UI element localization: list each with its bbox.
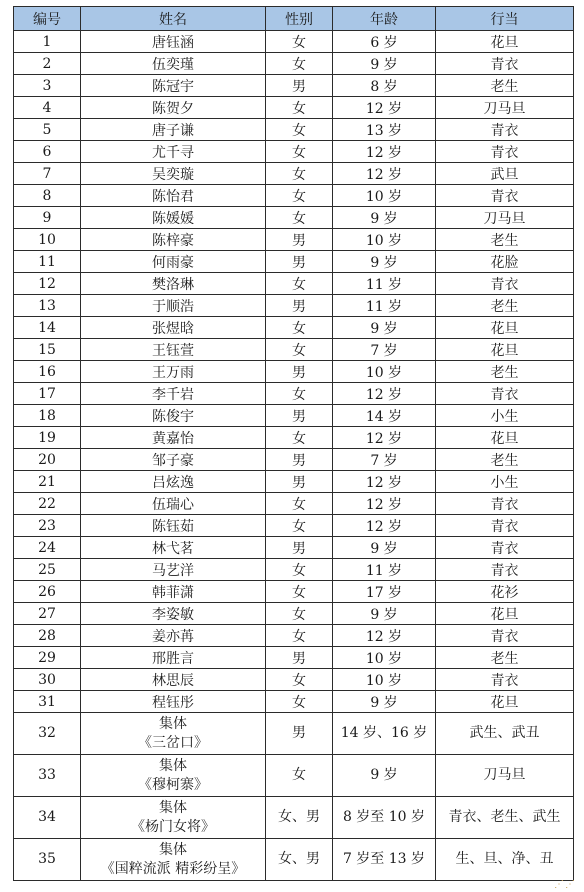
cell-role: 青衣 (436, 273, 574, 295)
cell-name (81, 797, 266, 839)
cell-name: 陈冠宇 (81, 75, 266, 97)
cell-gender: 女 (266, 691, 333, 713)
cell-name (81, 713, 266, 755)
cell-name: 陈贺夕 (81, 97, 266, 119)
table-row (14, 163, 574, 185)
cell-age: 7 岁至 13 岁 (333, 839, 436, 881)
table-row (14, 449, 574, 471)
cell-gender: 女 (266, 185, 333, 207)
cell-name: 陈怡君 (81, 185, 266, 207)
table-row (14, 361, 574, 383)
cell-name: 林弋茗 (81, 537, 266, 559)
table-row-group (14, 839, 574, 881)
cell-number: 2 (14, 53, 81, 75)
cell-age: 9 岁 (333, 53, 436, 75)
cell-name: 王钰萱 (81, 339, 266, 361)
table-row (14, 383, 574, 405)
header-role: 行当 (436, 7, 574, 31)
cell-role: 刀马旦 (436, 755, 574, 797)
cell-age: 6 岁 (333, 31, 436, 53)
cell-name-line1: 集体 (159, 841, 187, 858)
cell-number: 15 (14, 339, 81, 361)
cell-age: 12 岁 (333, 471, 436, 493)
cell-number: 22 (14, 493, 81, 515)
cell-gender: 男 (266, 75, 333, 97)
table-body (14, 31, 574, 881)
cell-number: 14 (14, 317, 81, 339)
cell-role: 老生 (436, 449, 574, 471)
cell-name-line1: 集体 (159, 757, 187, 774)
table-row (14, 251, 574, 273)
cell-name: 何雨豪 (81, 251, 266, 273)
table-row (14, 493, 574, 515)
cell-number: 10 (14, 229, 81, 251)
cell-number: 33 (14, 755, 81, 797)
cell-gender: 女 (266, 339, 333, 361)
cell-name: 伍奕瑾 (81, 53, 266, 75)
cell-age: 13 岁 (333, 119, 436, 141)
header-gender: 性别 (266, 7, 333, 31)
cell-age: 7 岁 (333, 339, 436, 361)
cell-name: 陈钰茹 (81, 515, 266, 537)
cell-gender: 女 (266, 581, 333, 603)
cell-number: 16 (14, 361, 81, 383)
cell-age: 8 岁 (333, 75, 436, 97)
cell-gender: 男 (266, 361, 333, 383)
cell-number: 5 (14, 119, 81, 141)
cell-role: 青衣 (436, 119, 574, 141)
cell-number: 17 (14, 383, 81, 405)
cell-age: 17 岁 (333, 581, 436, 603)
cell-gender: 男 (266, 537, 333, 559)
cell-number: 20 (14, 449, 81, 471)
cell-role: 花旦 (436, 317, 574, 339)
cell-name-line2: 《杨门女将》 (131, 818, 215, 835)
cell-gender: 男 (266, 713, 333, 755)
cell-role: 青衣 (436, 669, 574, 691)
cell-name: 陈媛媛 (81, 207, 266, 229)
table-row (14, 229, 574, 251)
header-number: 编号 (14, 7, 81, 31)
header-name: 姓名 (81, 7, 266, 31)
decorative-dots: ⋰⋰ (554, 879, 576, 890)
cell-name: 程钰彤 (81, 691, 266, 713)
table-row (14, 669, 574, 691)
cell-name (81, 755, 266, 797)
cell-role: 老生 (436, 295, 574, 317)
cell-name: 李姿敏 (81, 603, 266, 625)
cell-role: 武旦 (436, 163, 574, 185)
cell-name: 王万雨 (81, 361, 266, 383)
cell-gender: 女、男 (266, 839, 333, 881)
cell-name: 于顺浩 (81, 295, 266, 317)
cell-gender: 女 (266, 53, 333, 75)
cell-name: 黄嘉怡 (81, 427, 266, 449)
cell-gender: 女 (266, 273, 333, 295)
cell-role: 花衫 (436, 581, 574, 603)
cell-age: 12 岁 (333, 427, 436, 449)
table-row-group (14, 713, 574, 755)
cell-age: 9 岁 (333, 755, 436, 797)
cell-number: 13 (14, 295, 81, 317)
table-row (14, 537, 574, 559)
cell-age: 14 岁、16 岁 (333, 713, 436, 755)
cell-age: 11 岁 (333, 273, 436, 295)
cell-number: 1 (14, 31, 81, 53)
cell-role: 老生 (436, 361, 574, 383)
cell-gender: 女 (266, 625, 333, 647)
cell-name-line1: 集体 (159, 715, 187, 732)
cell-role: 武生、武丑 (436, 713, 574, 755)
cell-role: 青衣 (436, 625, 574, 647)
cell-number: 32 (14, 713, 81, 755)
cell-number: 9 (14, 207, 81, 229)
cell-age: 12 岁 (333, 97, 436, 119)
cell-age: 9 岁 (333, 207, 436, 229)
cell-gender: 女 (266, 31, 333, 53)
cell-role: 小生 (436, 405, 574, 427)
cell-number: 31 (14, 691, 81, 713)
cell-gender: 男 (266, 251, 333, 273)
cell-role: 青衣 (436, 141, 574, 163)
cell-number: 29 (14, 647, 81, 669)
cell-role: 青衣 (436, 559, 574, 581)
cell-age: 7 岁 (333, 449, 436, 471)
cell-name: 吕炫逸 (81, 471, 266, 493)
cell-gender: 女 (266, 141, 333, 163)
cell-number: 7 (14, 163, 81, 185)
cell-gender: 男 (266, 295, 333, 317)
cell-role: 青衣 (436, 537, 574, 559)
cell-age: 12 岁 (333, 141, 436, 163)
cell-name: 樊洛琳 (81, 273, 266, 295)
cell-role: 刀马旦 (436, 207, 574, 229)
cell-number: 23 (14, 515, 81, 537)
cell-number: 21 (14, 471, 81, 493)
cell-number: 3 (14, 75, 81, 97)
participants-table (13, 6, 574, 881)
cell-name: 韩菲潇 (81, 581, 266, 603)
cell-age: 12 岁 (333, 493, 436, 515)
table-row (14, 317, 574, 339)
cell-role: 青衣 (436, 383, 574, 405)
cell-name-line2: 《穆柯寨》 (138, 776, 208, 793)
cell-name: 尤千寻 (81, 141, 266, 163)
cell-age: 11 岁 (333, 559, 436, 581)
cell-age: 9 岁 (333, 317, 436, 339)
cell-number: 11 (14, 251, 81, 273)
cell-name: 姜亦苒 (81, 625, 266, 647)
table-row (14, 405, 574, 427)
cell-role: 青衣 (436, 515, 574, 537)
cell-gender: 女 (266, 669, 333, 691)
cell-age: 9 岁 (333, 603, 436, 625)
cell-role: 花脸 (436, 251, 574, 273)
cell-gender: 女 (266, 427, 333, 449)
cell-name: 邢胜言 (81, 647, 266, 669)
cell-name: 伍瑞心 (81, 493, 266, 515)
table-row (14, 185, 574, 207)
cell-age: 12 岁 (333, 163, 436, 185)
table-row (14, 559, 574, 581)
cell-number: 25 (14, 559, 81, 581)
cell-age: 12 岁 (333, 625, 436, 647)
cell-gender: 男 (266, 405, 333, 427)
cell-gender: 男 (266, 449, 333, 471)
cell-gender: 女 (266, 207, 333, 229)
cell-gender: 女 (266, 515, 333, 537)
table-row (14, 295, 574, 317)
cell-number: 8 (14, 185, 81, 207)
cell-gender: 女 (266, 163, 333, 185)
cell-gender: 男 (266, 471, 333, 493)
cell-number: 34 (14, 797, 81, 839)
cell-age: 10 岁 (333, 185, 436, 207)
cell-name-line2: 《国粹流派 精彩纷呈》 (100, 860, 246, 877)
cell-gender: 女 (266, 603, 333, 625)
cell-age: 11 岁 (333, 295, 436, 317)
cell-number: 6 (14, 141, 81, 163)
cell-name: 李千岩 (81, 383, 266, 405)
cell-gender: 男 (266, 229, 333, 251)
table-row (14, 273, 574, 295)
table-row (14, 141, 574, 163)
cell-name: 林思辰 (81, 669, 266, 691)
cell-age: 9 岁 (333, 537, 436, 559)
cell-role: 刀马旦 (436, 97, 574, 119)
cell-gender: 女 (266, 97, 333, 119)
cell-role: 青衣 (436, 185, 574, 207)
cell-age: 10 岁 (333, 229, 436, 251)
cell-role: 老生 (436, 75, 574, 97)
cell-gender: 男 (266, 647, 333, 669)
cell-role: 青衣 (436, 493, 574, 515)
table-row (14, 691, 574, 713)
cell-number: 24 (14, 537, 81, 559)
cell-gender: 女 (266, 559, 333, 581)
cell-role: 小生 (436, 471, 574, 493)
cell-role: 花旦 (436, 31, 574, 53)
cell-role: 花旦 (436, 691, 574, 713)
cell-name: 吴奕璇 (81, 163, 266, 185)
table-row (14, 625, 574, 647)
table-row-group (14, 755, 574, 797)
cell-number: 12 (14, 273, 81, 295)
cell-number: 18 (14, 405, 81, 427)
cell-name: 张煜晗 (81, 317, 266, 339)
table-row (14, 427, 574, 449)
table-row (14, 647, 574, 669)
cell-name: 邹子豪 (81, 449, 266, 471)
cell-role: 老生 (436, 647, 574, 669)
cell-number: 26 (14, 581, 81, 603)
cell-name-line2: 《三岔口》 (138, 734, 208, 751)
table-row (14, 97, 574, 119)
cell-number: 4 (14, 97, 81, 119)
cell-name: 陈俊宇 (81, 405, 266, 427)
cell-name: 唐钰涵 (81, 31, 266, 53)
cell-number: 27 (14, 603, 81, 625)
cell-role: 老生 (436, 229, 574, 251)
cell-role: 生、旦、净、丑 (436, 839, 574, 881)
cell-age: 9 岁 (333, 691, 436, 713)
cell-age: 10 岁 (333, 361, 436, 383)
table-row (14, 31, 574, 53)
cell-gender: 女 (266, 755, 333, 797)
table-row (14, 75, 574, 97)
table-row (14, 581, 574, 603)
cell-age: 12 岁 (333, 383, 436, 405)
header-row (14, 7, 574, 31)
cell-role: 花旦 (436, 427, 574, 449)
cell-age: 10 岁 (333, 647, 436, 669)
table-row (14, 53, 574, 75)
cell-number: 28 (14, 625, 81, 647)
table-row (14, 603, 574, 625)
table-row (14, 515, 574, 537)
cell-gender: 女 (266, 493, 333, 515)
cell-number: 19 (14, 427, 81, 449)
cell-name-line1: 集体 (159, 799, 187, 816)
cell-number: 30 (14, 669, 81, 691)
table-row (14, 339, 574, 361)
table-row (14, 119, 574, 141)
cell-role: 青衣、老生、武生 (436, 797, 574, 839)
cell-role: 花旦 (436, 603, 574, 625)
cell-name: 马艺洋 (81, 559, 266, 581)
cell-gender: 女 (266, 383, 333, 405)
table-row-group (14, 797, 574, 839)
cell-name (81, 839, 266, 881)
cell-gender: 女、男 (266, 797, 333, 839)
cell-age: 8 岁至 10 岁 (333, 797, 436, 839)
table-row (14, 471, 574, 493)
header-age: 年龄 (333, 7, 436, 31)
cell-age: 12 岁 (333, 515, 436, 537)
cell-name: 陈梓豪 (81, 229, 266, 251)
cell-gender: 女 (266, 317, 333, 339)
cell-name: 唐子谦 (81, 119, 266, 141)
cell-age: 9 岁 (333, 251, 436, 273)
cell-number: 35 (14, 839, 81, 881)
cell-role: 花旦 (436, 339, 574, 361)
table-row (14, 207, 574, 229)
cell-age: 10 岁 (333, 669, 436, 691)
cell-gender: 女 (266, 119, 333, 141)
cell-role: 青衣 (436, 53, 574, 75)
cell-age: 14 岁 (333, 405, 436, 427)
